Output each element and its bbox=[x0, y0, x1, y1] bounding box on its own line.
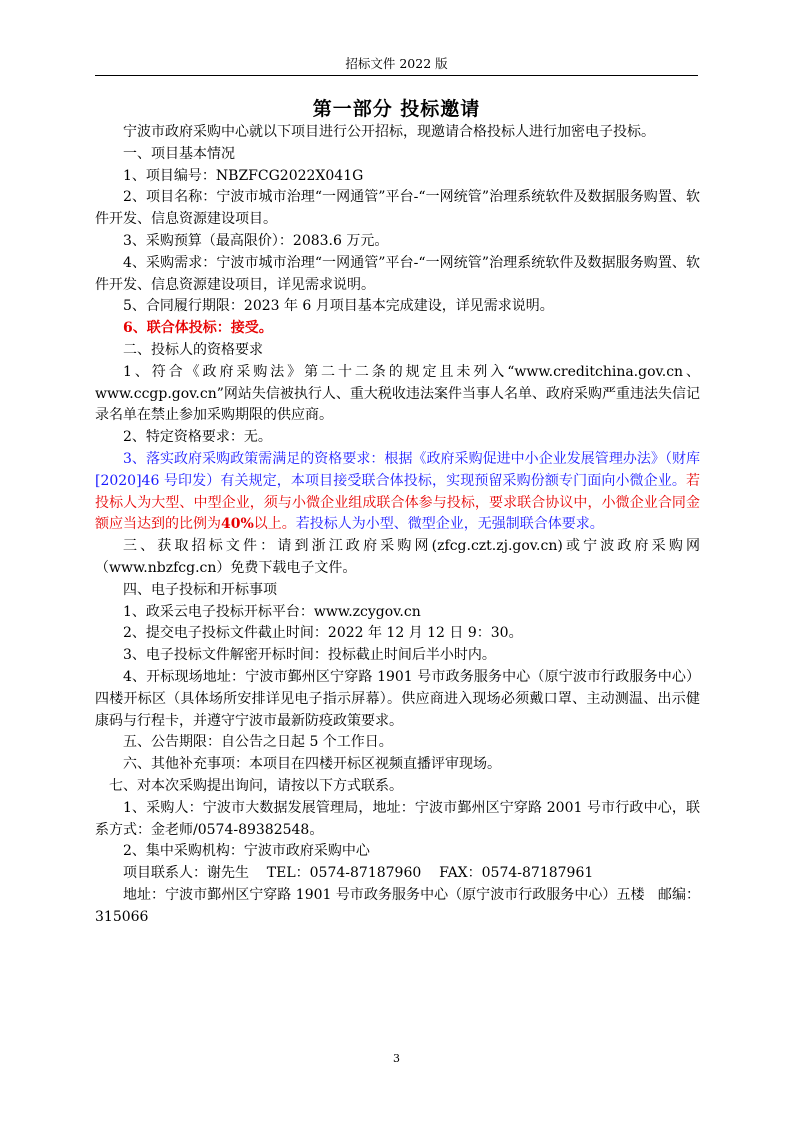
page-number: 3 bbox=[393, 1052, 400, 1065]
section4-item3: 3、电子投标文件解密开标时间：投标截止时间后半小时内。 bbox=[123, 647, 496, 664]
intro-paragraph: 宁波市政府采购中心就以下项目进行公开招标，现邀请合格投标人进行加密电子投标。 bbox=[123, 124, 655, 140]
section2-heading: 二、投标人的资格要求 bbox=[123, 341, 263, 358]
section1-item5: 5、合同履行期限：2023 年 6 月项目基本完成建设，详见需求说明。 bbox=[123, 298, 554, 315]
section7-contact: 项目联系人：谢先生 TEL：0574-87187960 FAX：0574-87187961 bbox=[123, 865, 594, 882]
page-title: 第一部分 投标邀请 bbox=[312, 98, 481, 120]
section4-item4: 4、开标现场地址：宁波市鄞州区宁穿路 1901 号市政务服务中心（原宁波市行政服务中心）四楼开标区（具体场所安排详见电子指示屏幕）。供应商进入现场必须戴口罩、主动测温、出示健康码与行程卡，并遵守宁波市最新防疫政策要求。 bbox=[95, 668, 700, 729]
section2-item3 bbox=[95, 449, 700, 536]
section1-heading: 一、项目基本情况 bbox=[123, 145, 235, 162]
policy-text-red: 若投标人为大型、中型企业，须与小微企业组成联合体参与投标，要求联合协议中，小微企业合同金额应当达到的比例为 bbox=[95, 472, 700, 533]
section1-item4: 4、采购需求：宁波市城市治理“一网通管”平台-“一网统管”治理系统软件及数据服务购置、软件开发、信息资源建设项目，详见需求说明。 bbox=[95, 254, 700, 293]
policy-text-blue-end: 若投标人为小型、微型企业，无强制联合体要求。 bbox=[295, 516, 604, 533]
section2-item2: 2、特定资格要求：无。 bbox=[123, 429, 272, 446]
section7-heading: 七、对本次采购提出询问，请按以下方式联系。 bbox=[109, 777, 403, 794]
section1-item1: 1、项目编号：NBZFCG2022X041G bbox=[123, 167, 364, 184]
section3-text: 三、获取招标文件：请到浙江政府采购网(zfcg.czt.zj.gov.cn)或宁波政府采购网（www.nbzfcg.cn）免费下载电子文件。 bbox=[95, 538, 700, 576]
section5-text: 五、公告期限：自公告之日起 5 个工作日。 bbox=[123, 734, 393, 751]
policy-percentage: 40% bbox=[221, 516, 254, 533]
section4-item1: 1、政采云电子投标开标平台：www.zcygov.cn bbox=[123, 603, 421, 620]
section1-item2: 2、项目名称：宁波市城市治理“一网通管”平台-“一网统管”治理系统软件及数据服务购置、软件开发、信息资源建设项目。 bbox=[95, 189, 700, 228]
section2-item1: 1、符合《政府采购法》第二十二条的规定且未列入“www.creditchina.gov.cn、www.ccgp.gov.cn”网站失信被执行人、重大税收违法案件当事人名单、政府采购严重违法失信记录名单在禁止参加采购期限的供应商。 bbox=[95, 363, 700, 424]
section7-item1: 1、采购人：宁波市大数据发展管理局，地址：宁波市鄞州区宁穿路 2001 号市行政中心，联系方式：金老师/0574-89382548。 bbox=[95, 799, 700, 838]
policy-text-red-end: 以上。 bbox=[253, 516, 296, 533]
section4-heading: 四、电子投标和开标事项 bbox=[123, 581, 277, 598]
section1-item6-consortium: 6、联合体投标：接受。 bbox=[123, 320, 273, 337]
section6-text: 六、其他补充事项：本项目在四楼开标区视频直播评审现场。 bbox=[123, 756, 501, 773]
header-rule bbox=[95, 75, 698, 76]
document-body bbox=[95, 122, 700, 928]
section7-item2: 2、集中采购机构：宁波市政府采购中心 bbox=[123, 843, 370, 860]
section1-item3: 3、采购预算（最高限价）：2083.6 万元。 bbox=[123, 232, 389, 249]
policy-text-blue: 3、落实政府采购政策需满足的资格要求：根据《政府采购促进中小企业发展管理办法》（财库[2020]46 号印发）有关规定，本项目接受联合体投标，实现预留采购份额专门面向小微企业。 bbox=[95, 450, 700, 489]
section7-address: 地址：宁波市鄞州区宁穿路 1901 号市政务服务中心（原宁波市行政服务中心）五楼 邮编：315066 bbox=[95, 886, 700, 925]
section4-item2: 2、提交电子投标文件截止时间：2022 年 12 月 12 日 9：30。 bbox=[123, 625, 523, 642]
running-header: 招标文件 2022 版 bbox=[345, 56, 448, 71]
